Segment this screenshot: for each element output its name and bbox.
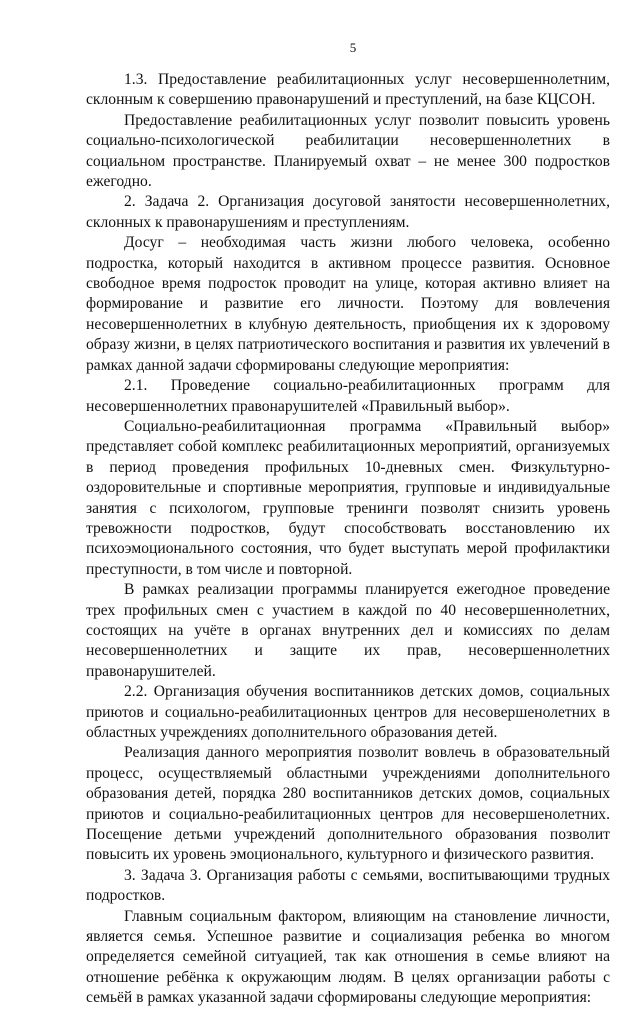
paragraph-program-description: Социально-реабилитационная программа «Правильный выбор» представляет собой комплекс реабилитационных мероприятий, организуемых в период проведения профильных 10-дневных смен. Физкультурно-оздоровительные и спортивные мероприятия, групповые и индивидуальные занятия с психологом, групповые тренинги позволят снизить уровень тревожности подростков, будут способствовать восстановлению их психоэмоционального состояния, что будет выступать мерой профилактики преступности, в том числе и повторной. bbox=[86, 417, 610, 578]
document-page bbox=[86, 40, 610, 1009]
paragraph-2-2-education: 2.2. Организация обучения воспитанников детских домов, социальных приютов и социально-реабилитационных центров для несовершенолетних в областных учреждениях дополнительного образования детей. bbox=[86, 683, 610, 741]
paragraph-program-shifts: В рамках реализации программы планируется ежегодное проведение трех профильных смен с участием в каждой по 40 несовершеннолетних, состоящих на учёте в органах внутренних дел и комиссиях по делам несовершеннолетних и защите их прав, несовершеннолетних правонарушителей. bbox=[86, 581, 610, 680]
paragraph-2-1-programs: 2.1. Проведение социально-реабилитационных программ для несовершеннолетних правонарушителей «Правильный выбор». bbox=[86, 377, 610, 415]
paragraph-services-coverage: Предоставление реабилитационных услуг позволит повысить уровень социально-психологической реабилитации несовершеннолетних в социальном пространстве. Планируемый охват – не менее 300 подростков ежегодно. bbox=[86, 111, 610, 191]
page-number: 5 bbox=[349, 40, 357, 55]
paragraph-leisure: Досуг – необходимая часть жизни любого человека, особенно подростка, который находится в активном процессе развития. Основное свободное время подросток проводит на улице, которая активно влияет на формирование и развитие его личности. Поэтому для вовлечения несовершеннолетних в клубную деятельность, приобщения их к здоровому образу жизни, в целях патриотического воспитания и развития их увлечений в рамках данной задачи сформированы следующие мероприятия: bbox=[86, 234, 610, 374]
paragraph-task-2: 2. Задача 2. Организация досуговой занятости несовершеннолетних, склонных к правонарушениям и преступлениям. bbox=[86, 193, 610, 231]
paragraph-family-factor: Главным социальным фактором, влияющим на становление личности, является семья. Успешное развитие и социализация ребенка во многом определяется семейной ситуацией, так как отношения в семье влияют на отношение ребёнка к окружающим людям. В целях организации работы с семьёй в рамках указанной задачи сформированы следующие мероприятия: bbox=[86, 907, 610, 1007]
paragraph-task-3: 3. Задача 3. Организация работы с семьями, воспитывающими трудных подростков. bbox=[86, 866, 610, 905]
paragraph-1-3-services: 1.3. Предоставление реабилитационных услуг несовершеннолетним, склонным к совершению правонарушений и преступлений, на базе КЦСОН. bbox=[86, 71, 610, 109]
paragraph-education-implementation: Реализация данного мероприятия позволит вовлечь в образовательный процесс, осуществляемый областными учреждениями дополнительного образования детей, порядка 280 воспитанников детских домов, социальных приютов и социально-реабилитационных центров для несовершенолетних. Посещение детьми учреждений дополнительного образования позволит повысить их уровень эмоционального, культурного и физического развития. bbox=[86, 744, 610, 864]
